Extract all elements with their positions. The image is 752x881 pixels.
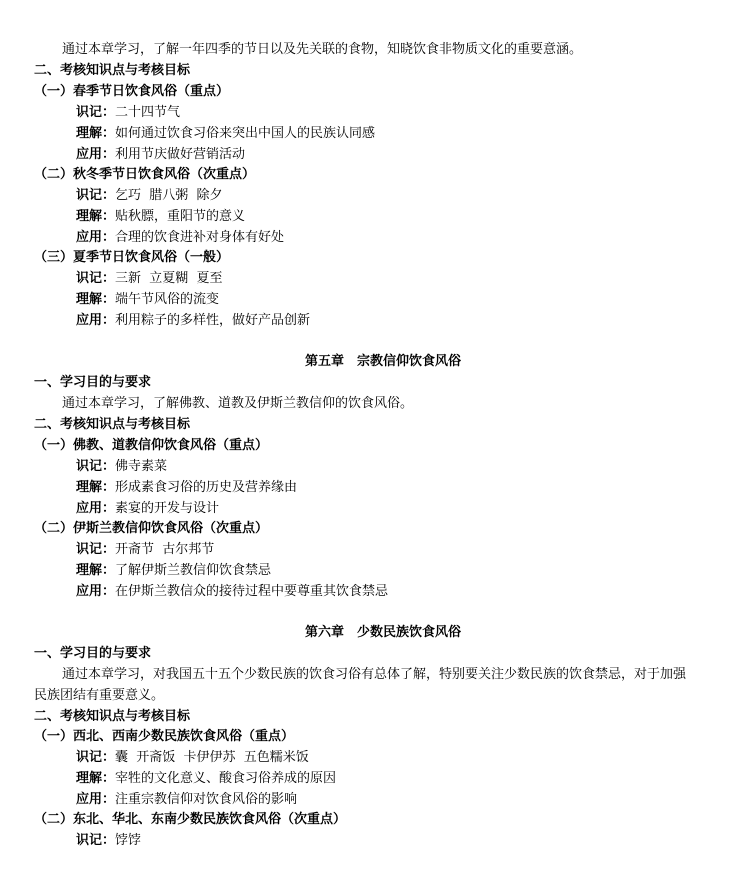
apply-text: 合理的饮食进补对身体有好处	[115, 230, 285, 245]
remember-text: 三新 立夏糊 夏至	[115, 271, 223, 286]
ch4-section-2-heading: 二、考核知识点与考核目标	[34, 63, 191, 78]
apply-text: 在伊斯兰教信众的接待过程中要尊重其饮食禁忌	[115, 584, 389, 599]
ch6-northwest-heading: （一）西北、西南少数民族饮食风俗（重点）	[34, 729, 295, 744]
ch4-autumn-understand	[76, 207, 245, 227]
understand-label: 理解：	[76, 126, 116, 141]
ch6-section-1-heading: 一、学习目的与要求	[34, 646, 152, 661]
ch5-islam-heading: （二）伊斯兰教信仰饮食风俗（次重点）	[34, 521, 269, 536]
ch4-summer-heading: （三）夏季节日饮食风俗（一般）	[34, 250, 230, 265]
ch4-summer-understand	[76, 290, 219, 310]
ch4-spring-understand	[76, 124, 375, 144]
remember-text: 囊 开斋饭 卡伊伊苏 五色糯米饭	[115, 750, 309, 765]
understand-text: 端午节风俗的流变	[115, 292, 220, 307]
ch4-spring-remember	[76, 103, 180, 123]
ch5-islam-remember	[76, 540, 214, 560]
ch6-northeast-remember	[76, 831, 141, 851]
apply-label: 应用：	[76, 313, 116, 328]
ch6-intro-line-1: 通过本章学习，对我国五十五个少数民族的饮食习俗有总体了解，特别要关注少数民族的饮食禁忌，对于加强	[62, 667, 687, 682]
understand-label: 理解：	[76, 292, 116, 307]
ch5-buddhist-heading: （一）佛教、道教信仰饮食风俗（重点）	[34, 438, 269, 453]
ch6-northeast-heading: （二）东北、华北、东南少数民族饮食风俗（次重点）	[34, 812, 347, 827]
apply-label: 应用：	[76, 230, 116, 245]
ch5-title: 第五章 宗教信仰饮食风俗	[304, 354, 461, 369]
understand-text: 形成素食习俗的历史及营养缘由	[115, 480, 298, 495]
remember-label: 识记：	[76, 750, 116, 765]
ch4-intro: 通过本章学习，了解一年四季的节日以及先关联的食物，知晓饮食非物质文化的重要意涵。	[62, 42, 583, 57]
apply-text: 利用节庆做好营销活动	[115, 147, 246, 162]
ch6-northwest-apply	[76, 790, 297, 810]
remember-text: 二十四节气	[115, 105, 181, 120]
remember-label: 识记：	[76, 542, 116, 557]
ch4-spring-heading: （一）春季节日饮食风俗（重点）	[34, 84, 230, 99]
ch6-section-2-heading: 二、考核知识点与考核目标	[34, 709, 191, 724]
apply-label: 应用：	[76, 501, 116, 516]
apply-text: 利用粽子的多样性，做好产品创新	[115, 313, 311, 328]
ch5-intro: 通过本章学习，了解佛教、道教及伊斯兰教信仰的饮食风俗。	[62, 396, 414, 411]
remember-label: 识记：	[76, 459, 116, 474]
ch4-autumn-remember	[76, 186, 223, 206]
remember-text: 佛寺素菜	[115, 459, 168, 474]
ch5-section-2-heading: 二、考核知识点与考核目标	[34, 417, 191, 432]
understand-text: 贴秋膘，重阳节的意义	[115, 209, 246, 224]
apply-label: 应用：	[76, 792, 116, 807]
apply-text: 注重宗教信仰对饮食风俗的影响	[115, 792, 298, 807]
ch4-summer-remember	[76, 269, 223, 289]
apply-label: 应用：	[76, 147, 116, 162]
ch4-summer-apply	[76, 311, 310, 331]
ch4-autumn-apply	[76, 228, 284, 248]
understand-label: 理解：	[76, 771, 116, 786]
apply-text: 素宴的开发与设计	[115, 501, 220, 516]
ch5-buddhist-remember	[76, 457, 167, 477]
ch5-islam-understand	[76, 561, 271, 581]
remember-text: 饽饽	[115, 833, 142, 848]
ch5-buddhist-understand	[76, 478, 297, 498]
understand-label: 理解：	[76, 209, 116, 224]
understand-text: 宰牲的文化意义、酸食习俗养成的原因	[115, 771, 337, 786]
remember-label: 识记：	[76, 188, 116, 203]
remember-text: 乞巧 腊八粥 除夕	[115, 188, 223, 203]
ch6-northwest-remember	[76, 748, 309, 768]
remember-label: 识记：	[76, 833, 116, 848]
ch5-islam-apply	[76, 582, 388, 602]
ch6-title: 第六章 少数民族饮食风俗	[304, 625, 461, 640]
remember-label: 识记：	[76, 271, 116, 286]
ch4-autumn-heading: （二）秋冬季节日饮食风俗（次重点）	[34, 167, 256, 182]
remember-label: 识记：	[76, 105, 116, 120]
ch5-buddhist-apply	[76, 499, 219, 519]
ch6-intro-line-2: 民族团结有重要意义。	[34, 688, 165, 703]
ch4-spring-apply	[76, 145, 245, 165]
understand-text: 了解伊斯兰教信仰饮食禁忌	[115, 563, 272, 578]
remember-text: 开斋节 古尔邦节	[115, 542, 215, 557]
understand-label: 理解：	[76, 563, 116, 578]
understand-label: 理解：	[76, 480, 116, 495]
ch5-section-1-heading: 一、学习目的与要求	[34, 375, 152, 390]
understand-text: 如何通过饮食习俗来突出中国人的民族认同感	[115, 126, 376, 141]
ch6-northwest-understand	[76, 769, 336, 789]
apply-label: 应用：	[76, 584, 116, 599]
